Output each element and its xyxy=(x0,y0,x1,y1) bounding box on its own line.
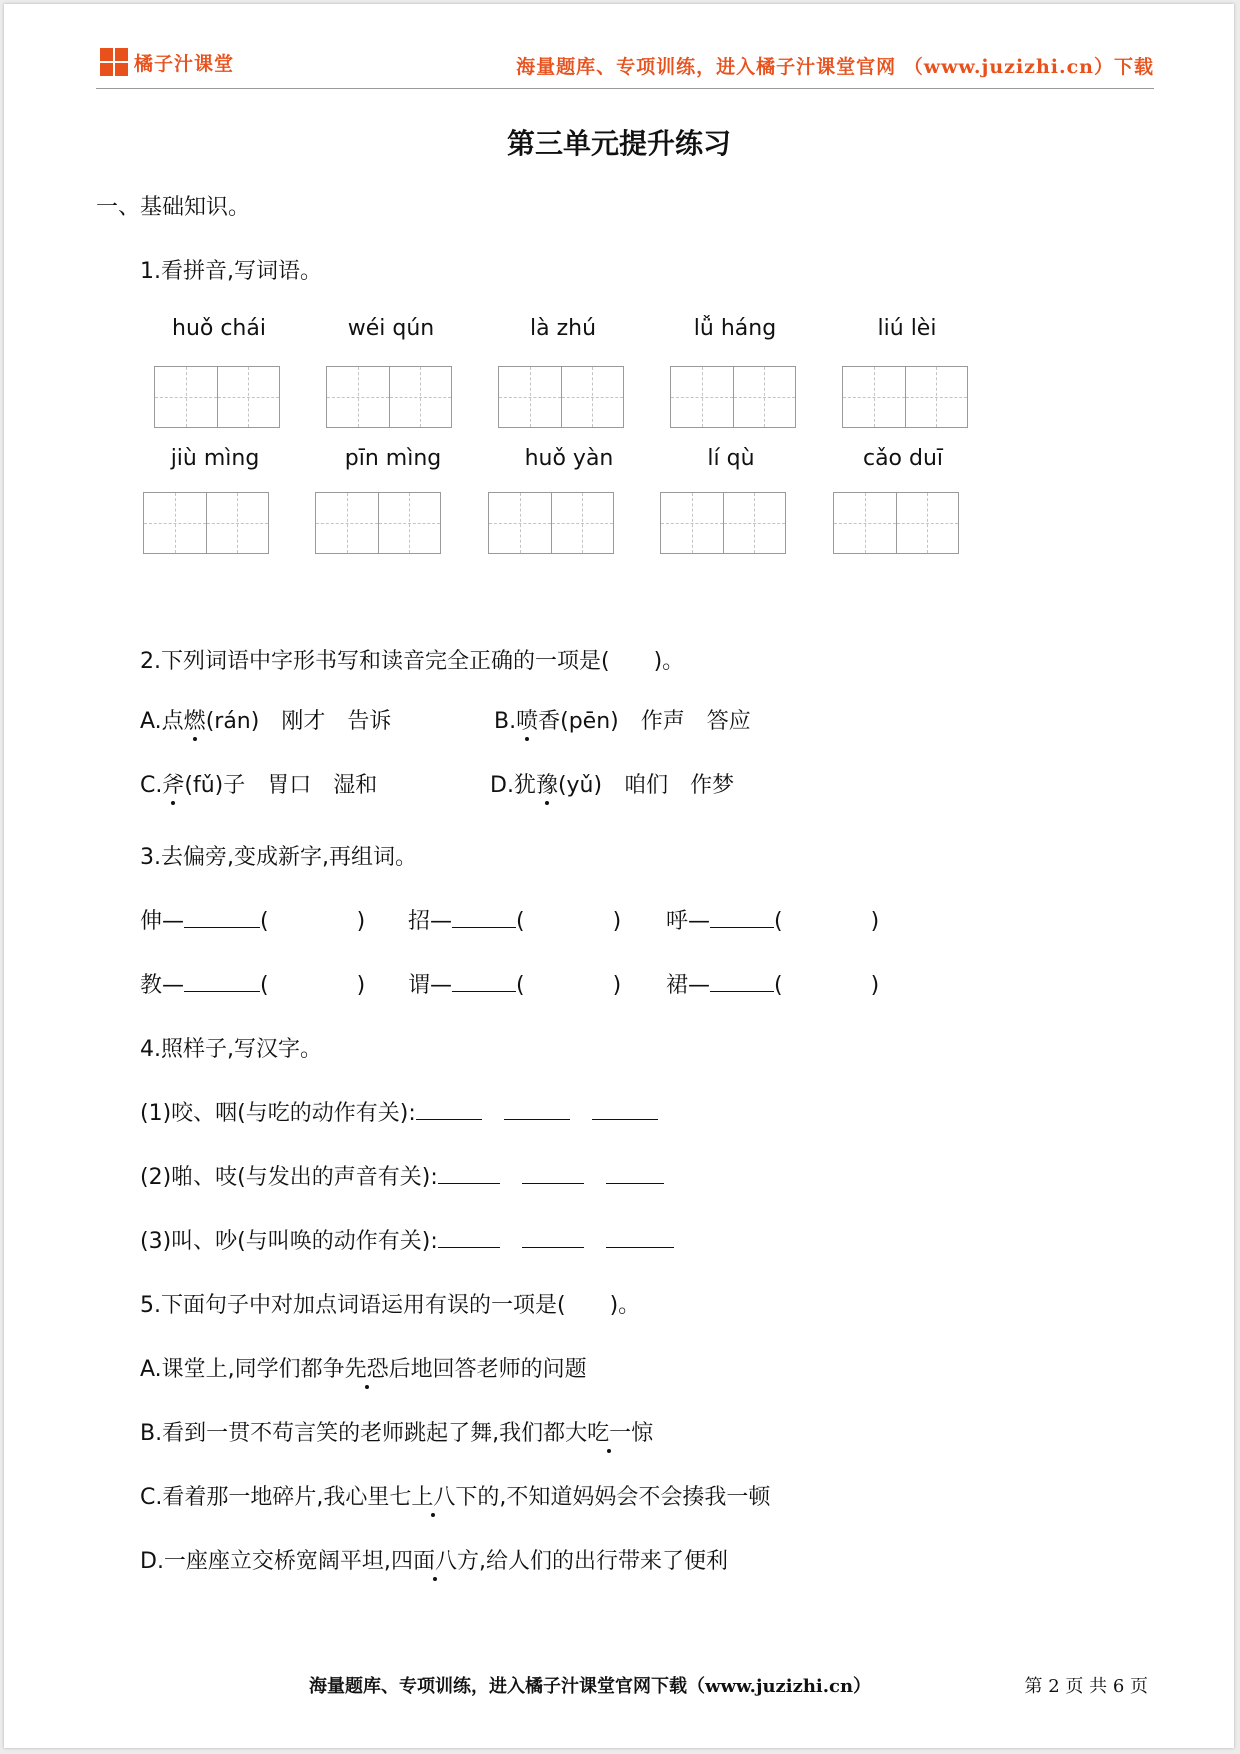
q3-item: 招— ( ) xyxy=(408,909,622,934)
q3-item: 教— ( ) xyxy=(140,973,366,998)
writing-grid[interactable] xyxy=(315,492,441,554)
answer-blank[interactable] xyxy=(606,1163,664,1184)
answer-blank[interactable] xyxy=(416,1099,482,1120)
pinyin-label: huǒ yàn xyxy=(524,446,614,471)
writing-grid[interactable] xyxy=(842,366,968,428)
q5-option-c: C.看着那一地碎片,我心里七上八下的,不知道妈妈会不会揍我一顿 xyxy=(140,1480,770,1511)
writing-grid[interactable] xyxy=(670,366,796,428)
footer-text: 海量题库、专项训练，进入橘子汁课堂官网下载（www.juzizhi.cn） xyxy=(309,1676,872,1697)
page-title: 第三单元提升练习 xyxy=(506,127,731,160)
pinyin-label: huǒ chái xyxy=(172,316,266,341)
q4-prompt: 4.照样子,写汉字。 xyxy=(140,1037,322,1062)
page-number: 第 2 页 共 6 页 xyxy=(1024,1676,1148,1697)
answer-blank[interactable] xyxy=(522,1227,584,1248)
answer-blank[interactable] xyxy=(438,1227,500,1248)
q3-item: 呼— ( ) xyxy=(666,909,880,934)
answer-blank[interactable] xyxy=(184,907,260,928)
pinyin-label: wéi qún xyxy=(347,316,435,341)
q4-item: (3)叫、吵(与叫唤的动作有关): xyxy=(140,1224,674,1255)
q1-prompt: 1.看拼音,写词语。 xyxy=(140,259,322,284)
pinyin-label: liú lèi xyxy=(877,316,937,341)
q5-prompt: 5.下面句子中对加点词语运用有误的一项是( )。 xyxy=(140,1293,641,1318)
q5-option-d: D.一座座立交桥宽阔平坦,四面八方,给人们的出行带来了便利 xyxy=(140,1544,728,1575)
logo-text: 橘子汁课堂 xyxy=(134,52,235,75)
brand-logo[interactable] xyxy=(100,48,234,76)
q3-item: 裙— ( ) xyxy=(666,973,880,998)
q4-item: (2)啪、吱(与发出的声音有关): xyxy=(140,1160,664,1191)
writing-grid[interactable] xyxy=(154,366,280,428)
answer-blank[interactable] xyxy=(438,1163,500,1184)
pinyin-label: jiù mìng xyxy=(170,446,260,471)
writing-grid[interactable] xyxy=(488,492,614,554)
pinyin-label: là zhú xyxy=(529,316,597,341)
writing-grid[interactable] xyxy=(498,366,624,428)
q2-option-a: A.点燃(rán) 刚才 告诉 xyxy=(140,704,391,735)
header-divider xyxy=(96,88,1154,89)
worksheet-page xyxy=(4,4,1234,1748)
q5-option-b: B.看到一贯不苟言笑的老师跳起了舞,我们都大吃一惊 xyxy=(140,1416,653,1447)
answer-blank[interactable] xyxy=(522,1163,584,1184)
q2-option-b: B.喷香(pēn) 作声 答应 xyxy=(494,704,751,735)
q2-prompt: 2.下列词语中字形书写和读音完全正确的一项是( )。 xyxy=(140,649,685,674)
q2-option-d: D.犹豫(yǔ) 咱们 作梦 xyxy=(490,768,734,799)
pinyin-label: cǎo duī xyxy=(862,446,944,471)
q5-option-a: A.课堂上,同学们都争先恐后地回答老师的问题 xyxy=(140,1352,587,1383)
answer-blank[interactable] xyxy=(184,971,260,992)
answer-blank[interactable] xyxy=(452,971,516,992)
orange-logo-icon xyxy=(100,48,128,76)
q2-option-c: C.斧(fǔ)子 胃口 湿和 xyxy=(140,768,377,799)
pinyin-label: lǚ háng xyxy=(693,316,777,341)
section-heading: 一、基础知识。 xyxy=(96,195,251,220)
header-tagline: 海量题库、专项训练，进入橘子汁课堂官网 （www.juzizhi.cn）下载 xyxy=(516,56,1154,78)
q3-item: 谓— ( ) xyxy=(408,973,622,998)
writing-grid[interactable] xyxy=(833,492,959,554)
q3-item: 伸— ( ) xyxy=(140,909,366,934)
answer-blank[interactable] xyxy=(710,971,774,992)
answer-blank[interactable] xyxy=(592,1099,658,1120)
pinyin-label: pīn mìng xyxy=(344,446,442,471)
pinyin-label: lí qù xyxy=(707,446,755,471)
q4-item: (1)咬、咽(与吃的动作有关): xyxy=(140,1096,658,1127)
writing-grid[interactable] xyxy=(660,492,786,554)
q3-prompt: 3.去偏旁,变成新字,再组词。 xyxy=(140,845,417,870)
answer-blank[interactable] xyxy=(452,907,516,928)
answer-blank[interactable] xyxy=(504,1099,570,1120)
answer-blank[interactable] xyxy=(710,907,774,928)
writing-grid[interactable] xyxy=(326,366,452,428)
answer-blank[interactable] xyxy=(606,1227,674,1248)
writing-grid[interactable] xyxy=(143,492,269,554)
